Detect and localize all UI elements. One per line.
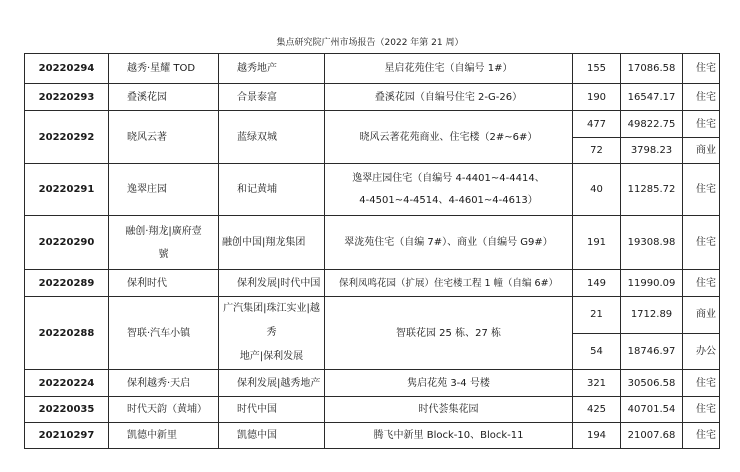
unit-count: 40 — [573, 164, 621, 216]
floor-area: 11285.72 — [621, 164, 683, 216]
building-desc: 时代荟集花园 — [325, 397, 573, 423]
table-row — [25, 370, 720, 397]
developer-name: 越秀地产 — [219, 54, 325, 84]
usage-type: 住宅 — [683, 54, 720, 84]
project-name: 叠溪花园 — [109, 84, 219, 111]
project-name-line: 融创·翔龙|廣府壹 — [125, 225, 202, 237]
developer-name: 时代中国 — [219, 397, 325, 423]
usage-type: 商业 — [683, 297, 720, 334]
presale-permit-table — [24, 53, 720, 449]
building-desc-line: 逸翠庄园住宅（自编号 4-4401~4-4414、 — [352, 172, 545, 184]
unit-count: 149 — [573, 270, 621, 297]
building-desc: 腾飞中新里 Block-10、Block-11 — [325, 423, 573, 449]
floor-area: 40701.54 — [621, 397, 683, 423]
floor-area: 3798.23 — [621, 138, 683, 164]
usage-type: 住宅 — [683, 216, 720, 270]
usage-type: 商业 — [683, 138, 720, 164]
unit-count: 194 — [573, 423, 621, 449]
developer-name: 蓝绿双城 — [219, 111, 325, 164]
permit-id: 20220288 — [25, 297, 109, 370]
table-row — [25, 84, 720, 111]
table-row — [25, 164, 720, 216]
building-desc: 星启花苑住宅（自编号 1#） — [325, 54, 573, 84]
unit-count: 72 — [573, 138, 621, 164]
table-row — [25, 397, 720, 423]
developer-name — [219, 297, 325, 370]
permit-id: 20220289 — [25, 270, 109, 297]
developer-name: 和记黄埔 — [219, 164, 325, 216]
developer-name-line: 地产|保利发展 — [239, 351, 304, 362]
floor-area: 30506.58 — [621, 370, 683, 397]
floor-area: 19308.98 — [621, 216, 683, 270]
table-row — [25, 216, 720, 270]
floor-area: 18746.97 — [621, 333, 683, 370]
usage-type: 住宅 — [683, 397, 720, 423]
usage-type: 住宅 — [683, 84, 720, 111]
building-desc: 翠泷苑住宅（自编 7#）、商业（自编号 G9#） — [325, 216, 573, 270]
project-name: 晓风云著 — [109, 111, 219, 164]
developer-name: 保利发展|时代中国 — [219, 270, 325, 297]
unit-count: 155 — [573, 54, 621, 84]
project-name: 越秀·星耀 TOD — [109, 54, 219, 84]
floor-area: 11990.09 — [621, 270, 683, 297]
unit-count: 321 — [573, 370, 621, 397]
permit-id: 20220294 — [25, 54, 109, 84]
building-desc: 保利凤鸣花园（扩展）住宅楼工程 1 幢（自编 6#） — [325, 270, 573, 297]
unit-count: 425 — [573, 397, 621, 423]
permit-id: 20220224 — [25, 370, 109, 397]
permit-id: 20210297 — [25, 423, 109, 449]
document-title: 集点研究院广州市场报告（2022 年第 21 周） — [276, 38, 464, 48]
project-name: 时代天韵（黄埔） — [109, 397, 219, 423]
developer-name: 凯德中国 — [219, 423, 325, 449]
floor-area: 16547.17 — [621, 84, 683, 111]
usage-type: 住宅 — [683, 423, 720, 449]
usage-type: 住宅 — [683, 370, 720, 397]
project-name: 保利越秀·天启 — [109, 370, 219, 397]
project-name — [109, 216, 219, 270]
floor-area: 17086.58 — [621, 54, 683, 84]
floor-area: 49822.75 — [621, 111, 683, 138]
unit-count: 190 — [573, 84, 621, 111]
building-desc: 晓风云著花苑商业、住宅楼（2#~6#） — [325, 111, 573, 164]
permit-id: 20220035 — [25, 397, 109, 423]
table-row — [25, 270, 720, 297]
developer-name: 保利发展|越秀地产 — [219, 370, 325, 397]
project-name: 智联·汽车小镇 — [109, 297, 219, 370]
developer-name: 融创中国|翔龙集团 — [219, 216, 325, 270]
developer-name-line: 广汽集团|珠江实业|越秀 — [223, 303, 320, 338]
project-name: 逸翠庄园 — [109, 164, 219, 216]
floor-area: 21007.68 — [621, 423, 683, 449]
unit-count: 477 — [573, 111, 621, 138]
building-desc: 隽启花苑 3-4 号楼 — [325, 370, 573, 397]
permit-id: 20220290 — [25, 216, 109, 270]
permit-id: 20220292 — [25, 111, 109, 164]
unit-count: 21 — [573, 297, 621, 334]
building-desc — [325, 164, 573, 216]
building-desc-line: 4-4501~4-4514、4-4601~4-4613） — [359, 194, 538, 206]
project-name: 凯德中新里 — [109, 423, 219, 449]
permit-id: 20220291 — [25, 164, 109, 216]
usage-type: 办公 — [683, 333, 720, 370]
usage-type: 住宅 — [683, 270, 720, 297]
table-row — [25, 423, 720, 449]
permit-id: 20220293 — [25, 84, 109, 111]
project-name: 保利时代 — [109, 270, 219, 297]
developer-name: 合景泰富 — [219, 84, 325, 111]
unit-count: 191 — [573, 216, 621, 270]
building-desc: 叠溪花园（自编号住宅 2-G-26） — [325, 84, 573, 111]
floor-area: 1712.89 — [621, 297, 683, 334]
table-row — [25, 111, 720, 138]
usage-type: 住宅 — [683, 164, 720, 216]
project-name-line: 號 — [158, 248, 169, 260]
table-row — [25, 297, 720, 334]
building-desc: 智联花园 25 栋、27 栋 — [325, 297, 573, 370]
table-row — [25, 54, 720, 84]
usage-type: 住宅 — [683, 111, 720, 138]
unit-count: 54 — [573, 333, 621, 370]
